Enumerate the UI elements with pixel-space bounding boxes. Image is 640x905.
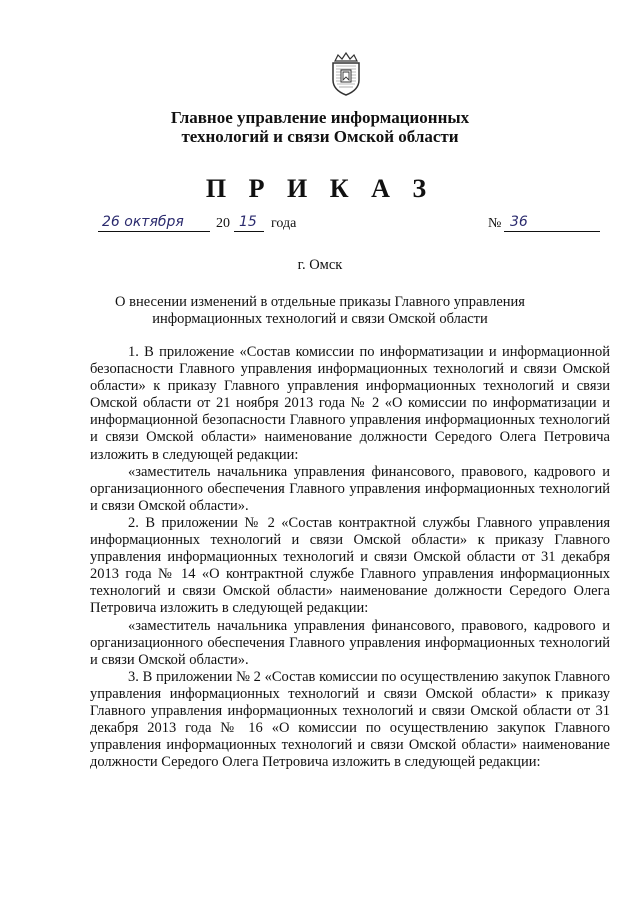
paragraph-2: 2. В приложении № 2 «Состав контрактной службы Главного управления информационных технологий и связи Омской области» к приказу Главного управления информационных технологий и связи Омской области от 31 декабря 2013 года № 14 «О контрактной службе Главного управления информационных технологий и связи Омской области» наименование должности Середого Олега Петровича изложить в следующей редакции: xyxy=(90,514,610,617)
number-underline xyxy=(504,231,600,232)
date-underline xyxy=(98,231,210,232)
coat-of-arms-icon xyxy=(327,52,365,96)
handwritten-year: 15 xyxy=(239,214,257,230)
organization-name-line1: Главное управление информационных xyxy=(170,108,470,127)
document-type-title: П Р И К А З xyxy=(205,174,435,203)
city: г. Омск xyxy=(297,257,343,273)
year-prefix: 20 xyxy=(216,216,230,231)
handwritten-number: 36 xyxy=(510,214,528,230)
organization-name-line2: технологий и связи Омской области xyxy=(181,127,459,146)
number-label: № xyxy=(488,216,502,231)
date-number-line xyxy=(98,214,608,238)
document-subject: О внесении изменений в отдельные приказы Главного управления информационных технологий и связи Омской области xyxy=(115,294,525,327)
year-underline xyxy=(234,231,264,232)
paragraph-1: 1. В приложение «Состав комиссии по информатизации и информационной безопасности Главного управления информационных технологий и связи Омской области» к приказу Главного управления информационных технологий и связи Омской области от 21 ноября 2013 года № 2 «О комиссии по информатизации и информационной безопасности Главного управления информационных технологий и связи Омской области» наименование должности Середого Олега Петровича изложить в следующей редакции: xyxy=(90,344,610,463)
paragraph-1-quote: «заместитель начальника управления финансового, правового, кадрового и организационного обеспечения Главного управления информационных технологий и связи Омской области». xyxy=(90,463,610,514)
year-suffix: года xyxy=(271,216,297,231)
document-body xyxy=(90,344,610,771)
paragraph-3: 3. В приложении № 2 «Состав комиссии по осуществлению закупок Главного управления информационных технологий и связи Омской области» к приказу Главного управления информационных технологий и связи Омской области от 31 декабря 2013 года № 16 «О комиссии по осуществлению закупок Главного управления информационных технологий и связи Омской области» наименование должности Середого Олега Петровича изложить в следующей редакции: xyxy=(90,668,610,771)
handwritten-date: 26 октября xyxy=(102,214,184,230)
paragraph-2-quote: «заместитель начальника управления финансового, правового, кадрового и организационного обеспечения Главного управления информационных технологий и связи Омской области». xyxy=(90,617,610,668)
